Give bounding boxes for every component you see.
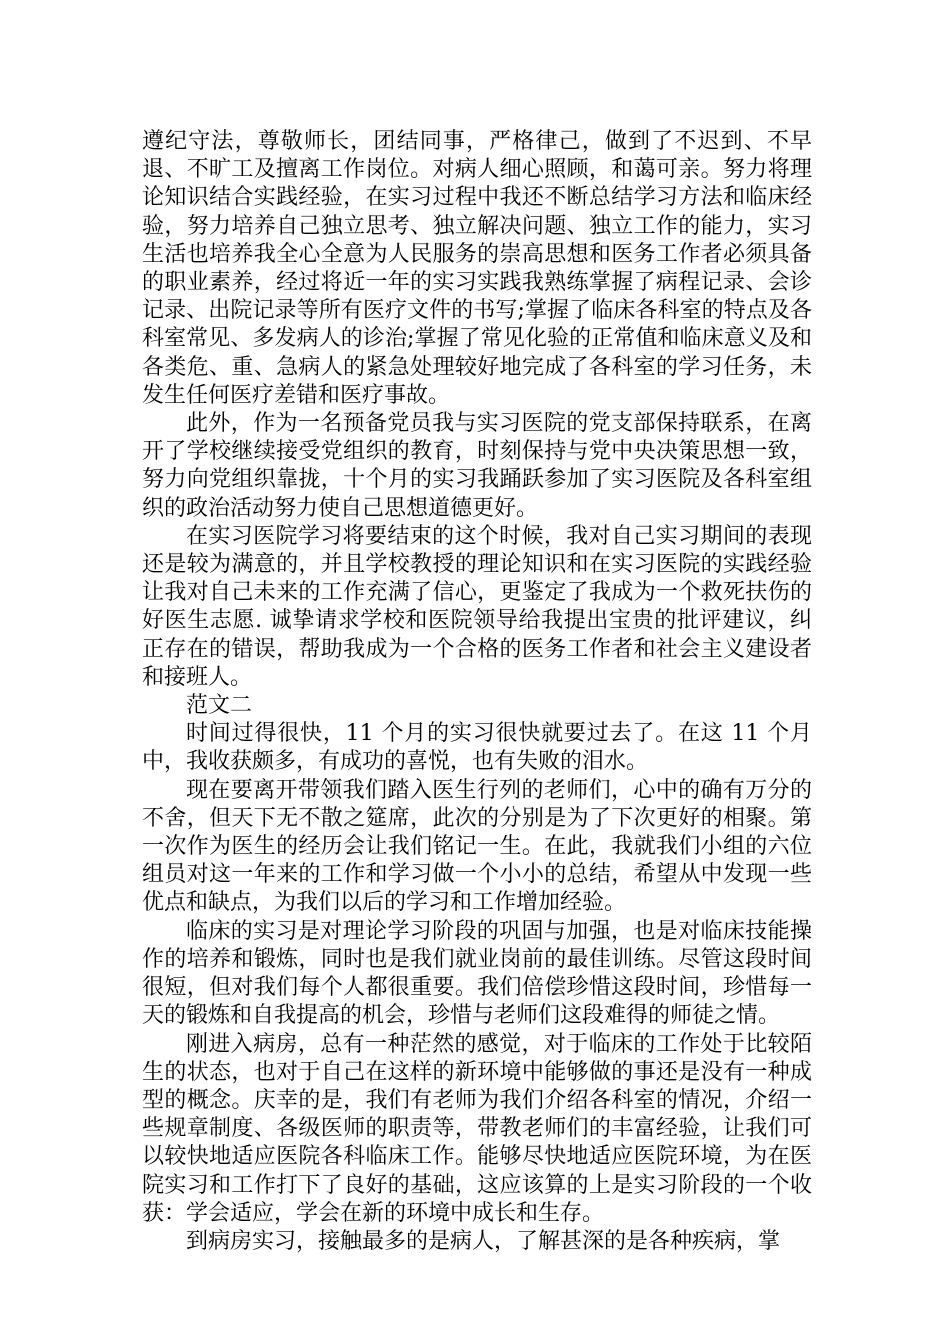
paragraph-clinical-practice: 临床的实习是对理论学习阶段的巩固与加强，也是对临床技能操作的培养和锻炼，同时也是我们就业岗前的最佳训练。尽管这段时间很短，但对我们每个人都很重要。我们倍偿珍惜这段时间，珍惜每一天的锻炼和自我提高的机会，珍惜与老师们这段难得的师徒之情。 bbox=[142, 918, 812, 1029]
paragraph-farewell: 现在要离开带领我们踏入医生行列的老师们，心中的确有万分的不舍，但天下无不散之筵席，此次的分别是为了下次更好的相聚。第一次作为医生的经历会让我们铭记一生。在此，我就我们小组的六位组员对这一年来的工作和学习做一个小小的总结，希望从中发现一些优点和缺点，为我们以后的学习和工作增加经验。 bbox=[142, 777, 812, 916]
paragraph-continued: 遵纪守法，尊敬师长，团结同事，严格律己，做到了不迟到、不早退、不旷工及擅离工作岗位。对病人细心照顾，和蔼可亲。努力将理论知识结合实践经验，在实习过程中我还不断总结学习方法和临床经验，努力培养自己独立思考、独立解决问题、独立工作的能力，实习生活也培养我全心全意为人民服务的崇高思想和医务工作者必须具备的职业素养，经过将近一年的实习实践我熟练掌握了病程记录、会诊记录、出院记录等所有医疗文件的书写;掌握了临床各科室的特点及各科室常见、多发病人的诊治;掌握了常见化验的正常值和临床意义及和各类危、重、急病人的紧急处理较好地完成了各科室的学习任务，未发生任何医疗差错和医疗事故。 bbox=[142, 129, 812, 408]
paragraph-entering-ward: 刚进入病房，总有一种茫然的感觉，对于临床的工作处于比较陌生的状态，也对于自己在这样的新环境中能够做的事还是没有一种成型的概念。庆幸的是，我们有老师为我们介绍各科室的情况，介绍一些规章制度、各级医师的职责等，带教老师们的丰富经验，让我们可以较快地适应医院各科临床工作。能够尽快地适应医院环境，为在医院实习和工作打下了良好的基础，这应该算的上是实习阶段的一个收获：学会适应，学会在新的环境中成长和生存。 bbox=[142, 1031, 812, 1226]
paragraph-ward-patients: 到病房实习，接触最多的是病人，了解甚深的是各种疾病，掌 bbox=[186, 1228, 781, 1254]
paragraph-internship-summary: 在实习医院学习将要结束的这个时候，我对自己实习期间的表现还是较为满意的，并且学校教授的理论知识和在实习医院的实践经验让我对自己未来的工作充满了信心，更鉴定了我成为一个救死扶伤的好医生志愿. 诚挚请求学校和医院领导给我提出宝贵的批评建议，纠正存在的错误，帮助我成为一个合格的医务工作者和社会主义建设者和接班人。 bbox=[142, 523, 812, 690]
paragraph-time-passes: 时间过得很快，11 个月的实习很快就要过去了。在这 11 个月中，我收获颇多，有成功的喜悦，也有失败的泪水。 bbox=[142, 721, 812, 775]
document-body bbox=[142, 128, 812, 1256]
section-heading-sample-two: 范文二 bbox=[186, 693, 253, 719]
paragraph-party-member: 此外，作为一名预备党员我与实习医院的党支部保持联系，在离开了学校继续接受党组织的教育，时刻保持与党中央决策思想一致，努力向党组织靠拢，十个月的实习我踊跃参加了实习医院及各科室组织的政治活动努力使自己思想道德更好。 bbox=[142, 411, 812, 521]
